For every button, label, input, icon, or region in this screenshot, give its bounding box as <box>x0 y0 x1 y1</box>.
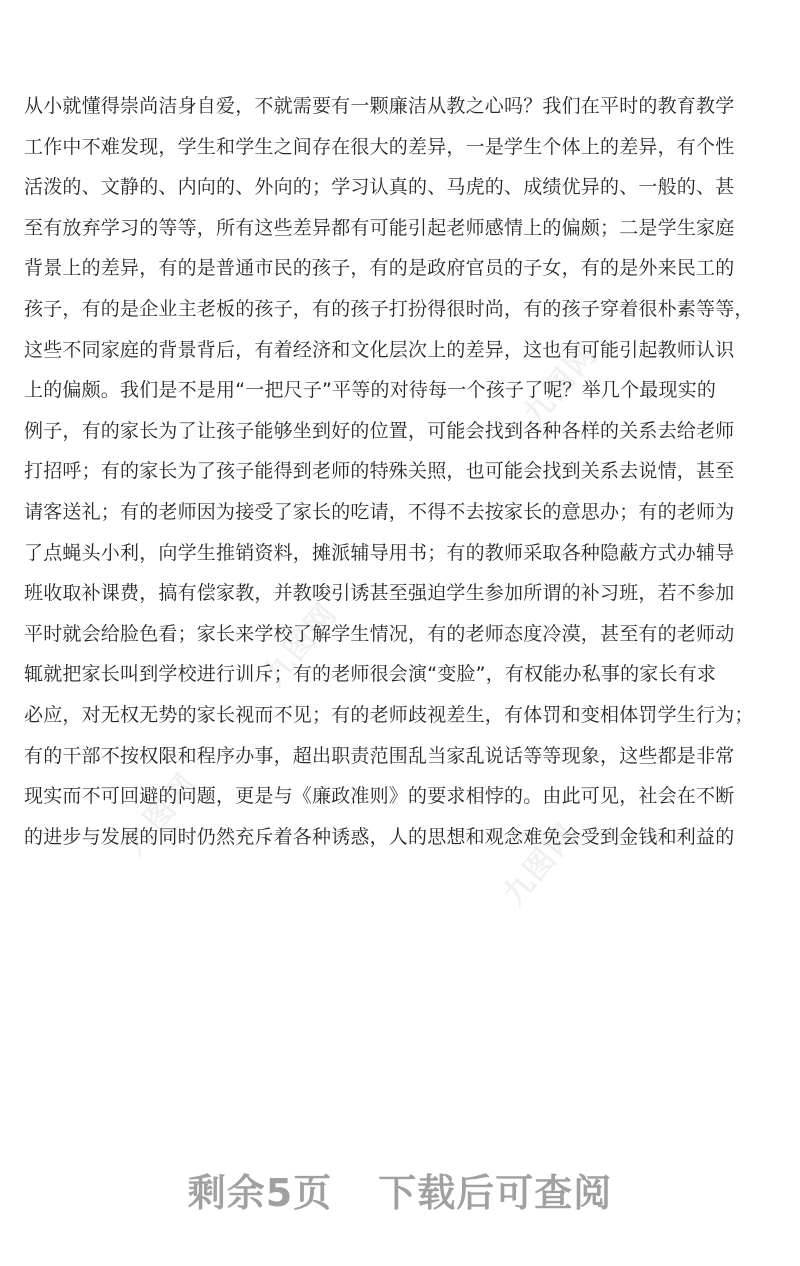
text-line: 背景上的差异，有的是普通市民的孩子，有的是政府官员的子女，有的是外来民工的 <box>24 257 735 280</box>
text-line: 请客送礼；有的老师因为接受了家长的吃请，不得不去按家长的意思办；有的老师为 <box>24 500 735 523</box>
text-line: 至有放弃学习的等等，所有这些差异都有可能引起老师感情上的偏颇；二是学生家庭 <box>24 216 735 239</box>
text-line: 上的偏颇。我们是不是用“一把尺子”平等的对待每一个孩子了呢？举几个最现实的 <box>24 379 717 402</box>
text-line: 平时就会给脸色看；家长来学校了解学生情况，有的老师态度冷漠，甚至有的老师动 <box>24 622 735 645</box>
body-text <box>24 86 784 857</box>
text-line: 从小就懂得崇尚洁身自爱，不就需要有一颗廉洁从教之心吗？我们在平时的教育教学 <box>24 95 735 117</box>
watermark: 九图网 <box>256 596 345 693</box>
watermark: 九图网 <box>496 816 585 913</box>
text-line: 工作中不难发现，学生和学生之间存在很大的差异，一是学生个体上的差异，有个性 <box>24 135 735 158</box>
text-line: 辄就把家长叫到学校进行训斥；有的老师很会演“变脸”，有权能办私事的家长有求 <box>24 663 717 686</box>
text-line: 现实而不可回避的问题，更是与《廉政准则》的要求相悖的。由此可见，社会在不断 <box>24 785 735 808</box>
text-line: 活泼的、文静的、内向的、外向的；学习认真的、马虎的、成绩优异的、一般的、甚 <box>24 176 735 199</box>
text-line: 打招呼；有的家长为了孩子能得到老师的特殊关照，也可能会找到关系去说情，甚至 <box>24 460 735 483</box>
text-line: 有的干部不按权限和程序办事，超出职责范围乱当家乱说话等等现象，这些都是非常 <box>24 744 735 767</box>
text-line: 孩子，有的是企业主老板的孩子，有的孩子打扮得很时尚，有的孩子穿着很朴素等等， <box>24 297 754 320</box>
text-line: 必应，对无权无势的家长视而不见；有的老师歧视差生，有体罚和变相体罚学生行为； <box>24 703 754 726</box>
download-prompt[interactable] <box>0 1162 800 1217</box>
text-line: 班收取补课费，搞有偿家教，并教唆引诱甚至强迫学生参加所谓的补习班，若不参加 <box>24 582 735 605</box>
watermark: 九图网 <box>516 336 605 433</box>
download-hint-label: 下载后可查阅 <box>378 1171 613 1215</box>
watermark: 九图网 <box>116 766 205 863</box>
text-line: 这些不同家庭的背景背后，有着经济和文化层次上的差异，这也有可能引起教师认识 <box>24 338 735 361</box>
remaining-pages-label: 剩余5页 <box>187 1171 333 1215</box>
text-line: 的进步与发展的同时仍然充斥着各种诱惑，人的思想和观念难免会受到金钱和利益的 <box>24 825 735 848</box>
text-line: 例子，有的家长为了让孩子能够坐到好的位置，可能会找到各种各样的关系去给老师 <box>24 419 735 442</box>
text-line: 了点蝇头小利，向学生推销资料，摊派辅导用书；有的教师采取各种隐蔽方式办辅导 <box>24 541 735 564</box>
